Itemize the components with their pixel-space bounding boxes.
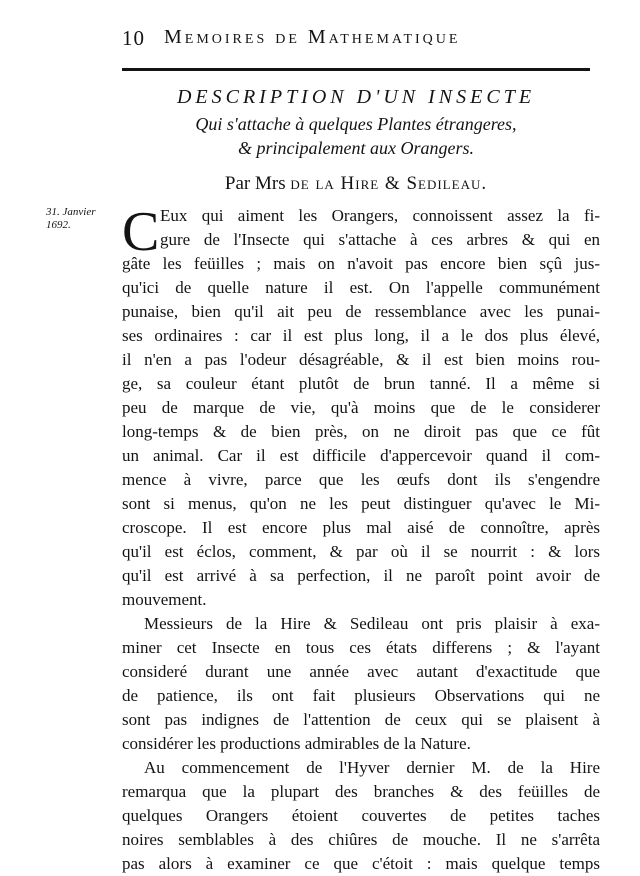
byline <box>122 173 590 195</box>
text-line: ge, sa couleur étant plutôt de brun tanné. Il a même si <box>122 374 600 393</box>
margin-date-line-1: 31. Janvier <box>46 206 96 218</box>
text-line: pas alors à examiner ce que c'étoit : mais quelque temps <box>122 854 600 873</box>
text-line: gure de l'Insecte qui s'attache à ces arbres & qui en <box>160 230 600 249</box>
header-rule <box>122 68 590 71</box>
text-line: Messieurs de la Hire & Sedileau ont pris plaisir à exa- <box>144 614 600 633</box>
text-line: gâte les feüilles ; mais on n'avoit pas encore bien sçû jus- <box>122 254 600 273</box>
text-line: punaise, bien qu'il ait peu de ressemblance avec les punai- <box>122 302 600 321</box>
text-line: long-temps & de bien près, on ne diroit pas que ce fût <box>122 422 600 441</box>
text-line: noires semblables à des chiûres de mouche. Il ne s'arrêta <box>122 830 600 849</box>
article-title: DESCRIPTION D'UN INSECTE <box>176 86 536 108</box>
text-line: sont pas indignes de l'attention de ceux qui se plaisent à <box>122 710 600 729</box>
byline-prefix: Par Mrs <box>224 173 286 194</box>
text-line: consideré durant une année avec autant d'exactitude que <box>122 662 600 681</box>
body-text <box>122 201 600 876</box>
running-head <box>122 24 590 52</box>
margin-date-line-2: 1692. <box>46 219 71 231</box>
text-line: peu de marque de vie, qu'à moins que de le considerer <box>122 398 600 417</box>
text-line: considérer les productions admirables de la Nature. <box>122 734 471 753</box>
text-line: mouvement. <box>122 590 207 609</box>
text-line: quelques Orangers étoient couvertes de petites taches <box>122 806 600 825</box>
text-line: ses ordinaires : car il est plus long, il a le dos plus élevé, <box>122 326 600 345</box>
text-line: sont si menus, qu'on ne les peut distinguer qu'avec le Mi- <box>122 494 600 513</box>
text-line: qu'il est éclos, comment, & par où il se nourrit : & lors <box>122 542 600 561</box>
running-title: Memoires de Mathematique <box>164 26 461 48</box>
text-line: remarqua que la plupart des branches & des feüilles de <box>122 782 600 801</box>
text-line: mence à vivre, parce que les œufs dont ils s'engendre <box>122 470 600 489</box>
article-subtitle-line-1: Qui s'attache à quelques Plantes étrangeres, <box>195 114 517 134</box>
text-line: miner cet Insecte en tous ces états differens ; & l'ayant <box>122 638 600 657</box>
margin-date-note <box>46 206 126 232</box>
text-line: qu'il est arrivé à sa perfection, il ne paroît point avoir de <box>122 566 600 585</box>
text-line: il n'en a pas l'odeur désagréable, & il est bien moins rou- <box>122 350 600 369</box>
drop-cap: C <box>122 201 160 263</box>
text-line: de patience, ils ont fait plusieurs Observations qui ne <box>122 686 600 705</box>
byline-names: de la Hire & Sedileau. <box>290 173 488 194</box>
text-line: croscope. Il est encore plus mal aisé de connoître, après <box>122 518 600 537</box>
page-number: 10 <box>122 26 145 50</box>
text-line: Eux qui aiment les Orangers, connoissent assez la fi- <box>160 206 600 225</box>
text-line: Au commencement de l'Hyver dernier M. de la Hire <box>144 758 600 777</box>
text-line: un animal. Car il est difficile d'appercevoir quand il com- <box>122 446 600 465</box>
article-subtitle-line-2: & principalement aux Orangers. <box>238 138 474 158</box>
text-line: qu'ici de quelle nature il est. On l'appelle communément <box>122 278 600 297</box>
